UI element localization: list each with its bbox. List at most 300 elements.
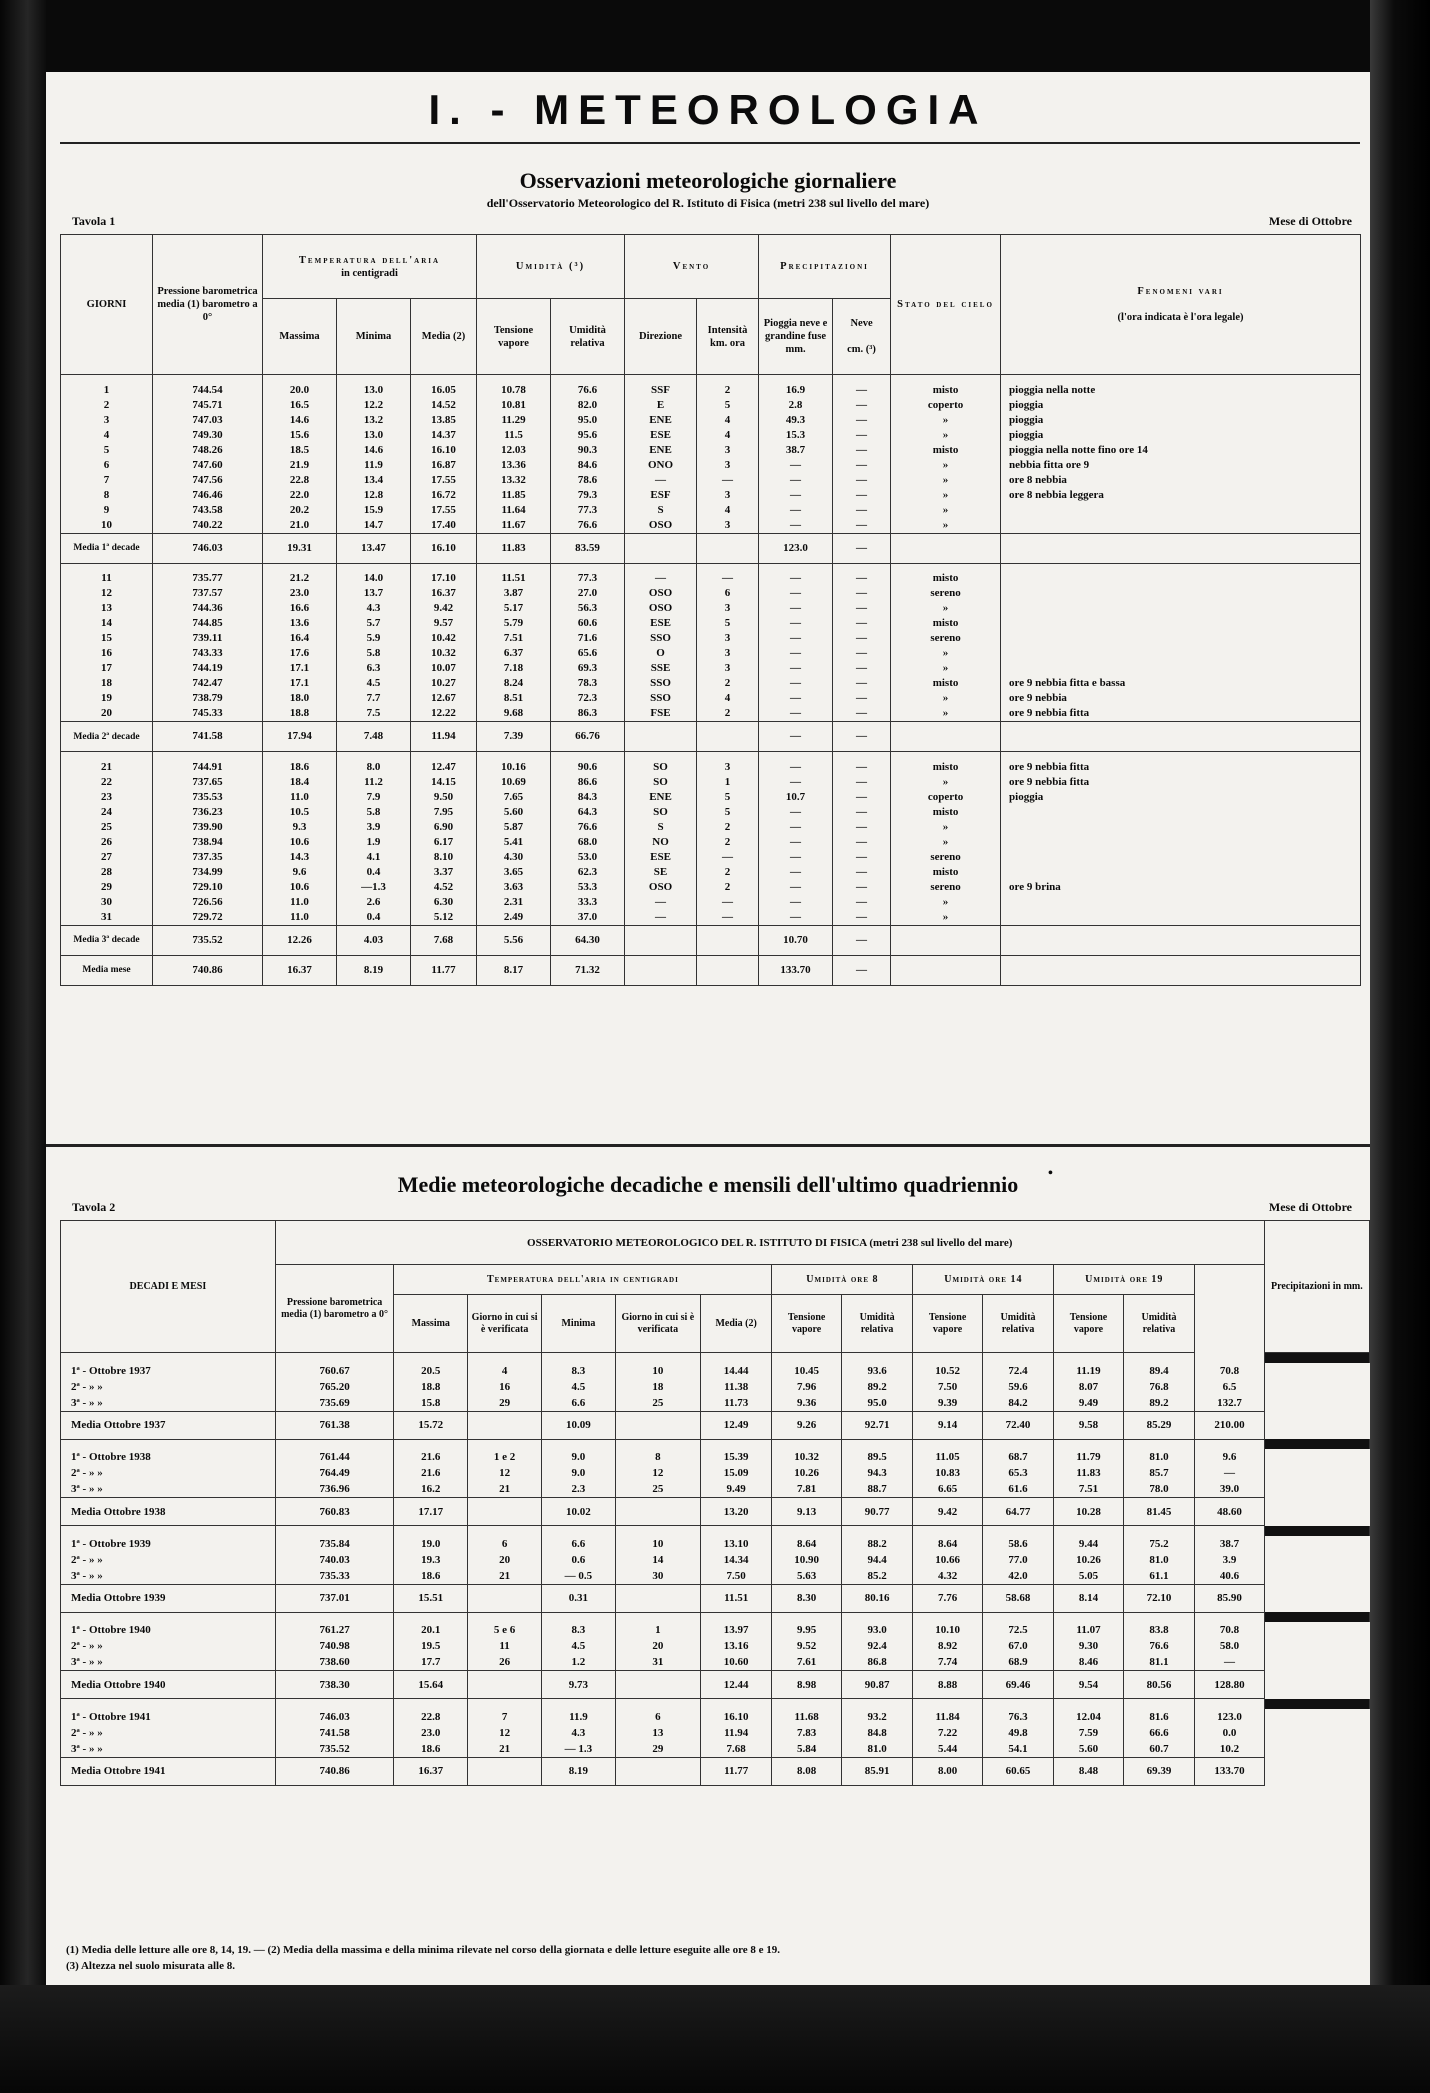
- quadrennial-averages-body: [61, 1353, 1370, 1786]
- day-row-cell: 747.56: [153, 473, 263, 488]
- year-average-row-cell: 8.48: [1054, 1757, 1123, 1785]
- header-precipitazioni: Precipitazioni: [759, 235, 891, 299]
- spacer-cell: [61, 1526, 276, 1536]
- decade-average-row-cell: —: [833, 925, 891, 955]
- decade-row-cell: 20: [468, 1552, 542, 1568]
- decade-row-cell: 740.03: [275, 1552, 394, 1568]
- day-row-cell: 3.65: [477, 865, 551, 880]
- day-row-cell: 23.0: [263, 586, 337, 601]
- spacer-cell: [982, 1699, 1054, 1709]
- day-row: [61, 413, 1361, 428]
- day-row-cell: —: [759, 518, 833, 534]
- day-row-cell: —: [833, 646, 891, 661]
- decade-row-cell: 13.16: [700, 1638, 772, 1654]
- year-average-row-cell: 210.00: [1195, 1411, 1264, 1439]
- day-row-cell: 17.6: [263, 646, 337, 661]
- decade-row-cell: 9.52: [772, 1638, 841, 1654]
- day-row: [61, 691, 1361, 706]
- header-direzione: Direzione: [625, 299, 697, 375]
- header-decadi: DECADI E MESI: [61, 1221, 276, 1353]
- decade-row-cell: 93.2: [841, 1709, 913, 1725]
- day-row-cell: 4: [61, 428, 153, 443]
- day-row: [61, 428, 1361, 443]
- day-row-cell: 2.49: [477, 910, 551, 926]
- day-row-cell: sereno: [891, 850, 1001, 865]
- day-row: [61, 706, 1361, 722]
- day-row-cell: 38.7: [759, 443, 833, 458]
- decade-row-cell: 11.19: [1054, 1363, 1123, 1379]
- day-row-cell: 19: [61, 691, 153, 706]
- header2-minima: Minima: [542, 1295, 616, 1353]
- spacer-cell: [615, 1353, 700, 1363]
- day-row-cell: —: [697, 473, 759, 488]
- decade-row: [61, 1465, 1370, 1481]
- spacer-cell: [337, 375, 411, 383]
- day-row-cell: [1001, 518, 1361, 534]
- year-average-row-cell: Media Ottobre 1939: [61, 1584, 276, 1612]
- year-average-row-cell: [468, 1757, 542, 1785]
- year-average-row-cell: 72.10: [1123, 1584, 1195, 1612]
- day-row-cell: ore 9 nebbia fitta: [1001, 775, 1361, 790]
- decade-row-cell: 0.6: [542, 1552, 616, 1568]
- decade-row-cell: 25: [615, 1395, 700, 1412]
- decade-row-cell: 2ª - » »: [61, 1465, 276, 1481]
- spacer-cell: [625, 752, 697, 760]
- day-row-cell: —: [697, 571, 759, 586]
- spacer-cell: [615, 1612, 700, 1622]
- day-row-cell: »: [891, 428, 1001, 443]
- decade-row-cell: 8.3: [542, 1622, 616, 1638]
- decade-row: [61, 1449, 1370, 1465]
- decade-average-row-cell: [1001, 722, 1361, 752]
- day-row-cell: 14: [61, 616, 153, 631]
- year-average-row-cell: 12.49: [700, 1411, 772, 1439]
- spacer-cell: [841, 1699, 913, 1709]
- day-row-cell: [1001, 571, 1361, 586]
- day-row-cell: —: [759, 910, 833, 926]
- decade-row-cell: 21: [468, 1481, 542, 1498]
- day-row-cell: 9.50: [411, 790, 477, 805]
- day-row-cell: 10.6: [263, 835, 337, 850]
- day-row-cell: 747.60: [153, 458, 263, 473]
- day-row-cell: —: [833, 706, 891, 722]
- spacer-cell: [833, 375, 891, 383]
- day-row-cell: »: [891, 488, 1001, 503]
- day-row-cell: —: [759, 646, 833, 661]
- decade-row-cell: 20: [615, 1638, 700, 1654]
- day-row-cell: 17: [61, 661, 153, 676]
- decade-row-cell: —: [1195, 1465, 1264, 1481]
- day-row-cell: ENE: [625, 790, 697, 805]
- day-row-cell: 2.31: [477, 895, 551, 910]
- table2-caption: Medie meteorologiche decadiche e mensili dell'ultimo quadriennio: [397, 1172, 1019, 1197]
- day-row-cell: 3: [697, 443, 759, 458]
- day-row-cell: »: [891, 661, 1001, 676]
- decade-row-cell: 7.83: [772, 1725, 841, 1741]
- decade-row-cell: 11: [468, 1638, 542, 1654]
- spacer-cell: [833, 752, 891, 760]
- header-fenomeni-label: Fenomeni vari: [1137, 286, 1224, 297]
- day-row-cell: 20: [61, 706, 153, 722]
- day-row-cell: 86.6: [551, 775, 625, 790]
- decade-row-cell: 10.32: [772, 1449, 841, 1465]
- day-row-cell: —: [625, 571, 697, 586]
- day-row-cell: »: [891, 473, 1001, 488]
- decade-row-cell: 8.46: [1054, 1654, 1123, 1671]
- year-average-row-cell: [468, 1411, 542, 1439]
- year-average-row-cell: 133.70: [1195, 1757, 1264, 1785]
- day-row-cell: 82.0: [551, 398, 625, 413]
- decade-row-cell: 3ª - » »: [61, 1481, 276, 1498]
- day-row: [61, 518, 1361, 534]
- decade-row-cell: 741.58: [275, 1725, 394, 1741]
- decade-row-cell: 2.3: [542, 1481, 616, 1498]
- decade-row-cell: 75.2: [1123, 1536, 1195, 1552]
- decade-row-cell: 735.33: [275, 1568, 394, 1585]
- month-average-row-cell: 16.37: [263, 955, 337, 985]
- decade-average-row-cell: 735.52: [153, 925, 263, 955]
- year-average-row-cell: 9.58: [1054, 1411, 1123, 1439]
- decade-row-cell: 10.90: [772, 1552, 841, 1568]
- day-row-cell: 0.4: [337, 910, 411, 926]
- day-row-cell: [1001, 631, 1361, 646]
- day-row-cell: 49.3: [759, 413, 833, 428]
- decade-average-row-cell: 16.10: [411, 533, 477, 563]
- decade-row-cell: 11.68: [772, 1709, 841, 1725]
- day-row-cell: 77.3: [551, 571, 625, 586]
- day-row-cell: —: [625, 473, 697, 488]
- day-row-cell: 7.51: [477, 631, 551, 646]
- decade-average-row-cell: 11.94: [411, 722, 477, 752]
- day-row-cell: 2: [697, 835, 759, 850]
- day-row-cell: —: [759, 571, 833, 586]
- decade-row-cell: 60.7: [1123, 1741, 1195, 1758]
- decade-row-cell: 3ª - » »: [61, 1568, 276, 1585]
- day-row-cell: 13.4: [337, 473, 411, 488]
- day-row-cell: 7.7: [337, 691, 411, 706]
- day-row-cell: 739.90: [153, 820, 263, 835]
- decade-row-cell: 81.0: [1123, 1552, 1195, 1568]
- decade-row-cell: 10.10: [913, 1622, 982, 1638]
- spacer-cell: [982, 1526, 1054, 1536]
- spacer-cell: [153, 752, 263, 760]
- day-row-cell: 10.32: [411, 646, 477, 661]
- day-row-cell: 4: [697, 428, 759, 443]
- spacer-cell: [1195, 1439, 1264, 1449]
- day-row-cell: 53.3: [551, 880, 625, 895]
- decade-row-cell: 10.83: [913, 1465, 982, 1481]
- decade-row-cell: — 1.3: [542, 1741, 616, 1758]
- day-row-cell: —: [833, 398, 891, 413]
- year-average-row-cell: [615, 1498, 700, 1526]
- spacer-cell: [275, 1439, 394, 1449]
- day-row-cell: 17.55: [411, 473, 477, 488]
- header-neve-unit: cm. (³): [847, 344, 876, 355]
- day-row: [61, 383, 1361, 398]
- day-row-cell: —: [833, 805, 891, 820]
- decade-row-cell: 10: [615, 1363, 700, 1379]
- year-average-row-cell: 9.26: [772, 1411, 841, 1439]
- decade-row-cell: 77.0: [982, 1552, 1054, 1568]
- day-row-cell: 10.6: [263, 880, 337, 895]
- decade-row-cell: 4.5: [542, 1638, 616, 1654]
- day-row-cell: O: [625, 646, 697, 661]
- document-page: [46, 72, 1370, 1985]
- day-row-cell: »: [891, 820, 1001, 835]
- decade-average-row-cell: [1001, 925, 1361, 955]
- decade-row-cell: 11.83: [1054, 1465, 1123, 1481]
- decade-row-cell: 740.98: [275, 1638, 394, 1654]
- day-row-cell: —: [759, 835, 833, 850]
- year-average-row-cell: Media Ottobre 1941: [61, 1757, 276, 1785]
- day-row-cell: 71.6: [551, 631, 625, 646]
- decade-row-cell: 4.3: [542, 1725, 616, 1741]
- decade-row-cell: 16: [468, 1379, 542, 1395]
- decade-row-cell: 95.0: [841, 1395, 913, 1412]
- day-row-cell: —: [833, 775, 891, 790]
- header-fenomeni: [1001, 235, 1361, 375]
- spacer-cell: [913, 1612, 982, 1622]
- decade-average-row-cell: 7.39: [477, 722, 551, 752]
- day-row-cell: coperto: [891, 790, 1001, 805]
- decade-average-row-cell: Media 2ª decade: [61, 722, 153, 752]
- day-row-cell: 16.6: [263, 601, 337, 616]
- day-row-cell: SO: [625, 760, 697, 775]
- day-row-cell: [1001, 850, 1361, 865]
- day-row-cell: 90.3: [551, 443, 625, 458]
- spacer-cell: [411, 563, 477, 571]
- decade-row-cell: 9.6: [1195, 1449, 1264, 1465]
- spacer-cell: [263, 563, 337, 571]
- day-row-cell: 9.42: [411, 601, 477, 616]
- spacer-cell: [772, 1612, 841, 1622]
- day-row-cell: 737.57: [153, 586, 263, 601]
- day-row: [61, 473, 1361, 488]
- day-row-cell: ore 9 nebbia: [1001, 691, 1361, 706]
- day-row-cell: OSO: [625, 586, 697, 601]
- spacer-cell: [542, 1612, 616, 1622]
- year-average-row-cell: 10.09: [542, 1411, 616, 1439]
- day-row-cell: »: [891, 518, 1001, 534]
- day-row-cell: —: [833, 616, 891, 631]
- day-row-cell: 6.90: [411, 820, 477, 835]
- decade-average-row-cell: 83.59: [551, 533, 625, 563]
- decade-average-row-cell: [891, 925, 1001, 955]
- day-row-cell: 6: [697, 586, 759, 601]
- decade-row-cell: 735.69: [275, 1395, 394, 1412]
- decade-average-row-cell: 746.03: [153, 533, 263, 563]
- day-row-cell: 12.8: [337, 488, 411, 503]
- decade-row-cell: 9.0: [542, 1449, 616, 1465]
- decade-row-cell: 8.64: [913, 1536, 982, 1552]
- day-row-cell: 33.3: [551, 895, 625, 910]
- decade-row-cell: 29: [615, 1741, 700, 1758]
- day-row-cell: [1001, 601, 1361, 616]
- decade-row-cell: 18.6: [394, 1568, 468, 1585]
- day-row-cell: 27.0: [551, 586, 625, 601]
- day-row-cell: 16.5: [263, 398, 337, 413]
- day-row-cell: 8.10: [411, 850, 477, 865]
- year-average-row-cell: 738.30: [275, 1671, 394, 1699]
- decade-row-cell: 25: [615, 1481, 700, 1498]
- day-row-cell: 76.6: [551, 518, 625, 534]
- decade-average-row-cell: —: [759, 722, 833, 752]
- header-neve-label: Neve: [850, 318, 873, 329]
- decade-average-row-cell: 4.03: [337, 925, 411, 955]
- day-row-cell: »: [891, 706, 1001, 722]
- spacer-cell: [61, 752, 153, 760]
- decade-average-row-cell: [625, 722, 697, 752]
- spacer-cell: [411, 375, 477, 383]
- spacer-cell: [772, 1526, 841, 1536]
- year-average-row-cell: 64.77: [982, 1498, 1054, 1526]
- spacer-cell: [700, 1699, 772, 1709]
- decade-row-cell: 12: [615, 1465, 700, 1481]
- header2-um14: Umidità ore 14: [913, 1265, 1054, 1295]
- decade-row-cell: 9.0: [542, 1465, 616, 1481]
- day-row-cell: ore 9 brina: [1001, 880, 1361, 895]
- day-row-cell: ore 9 nebbia fitta: [1001, 706, 1361, 722]
- spacer-cell: [913, 1439, 982, 1449]
- decade-row-cell: 1ª - Ottobre 1940: [61, 1622, 276, 1638]
- year-average-row-cell: 9.14: [913, 1411, 982, 1439]
- decade-average-row-cell: [697, 722, 759, 752]
- decade-row: [61, 1622, 1370, 1638]
- spacer-cell: [833, 563, 891, 571]
- decade-row-cell: 20.1: [394, 1622, 468, 1638]
- day-row-cell: 9.6: [263, 865, 337, 880]
- spacer-cell: [542, 1439, 616, 1449]
- decade-average-row-cell: [625, 533, 697, 563]
- decade-row-cell: 40.6: [1195, 1568, 1264, 1585]
- day-row-cell: 3.37: [411, 865, 477, 880]
- year-average-row-cell: 90.77: [841, 1498, 913, 1526]
- day-row-cell: 11.5: [477, 428, 551, 443]
- spacer-cell: [468, 1699, 542, 1709]
- day-row-cell: »: [891, 646, 1001, 661]
- day-row-cell: 11.0: [263, 790, 337, 805]
- decade-row-cell: 61.1: [1123, 1568, 1195, 1585]
- decade-row-cell: 5.44: [913, 1741, 982, 1758]
- header-osservatorio: OSSERVATORIO METEOROLOGICO DEL R. ISTITUTO DI FISICA (metri 238 sul livello del mare): [275, 1221, 1264, 1265]
- day-row-cell: 10.07: [411, 661, 477, 676]
- year-average-row-cell: 8.19: [542, 1757, 616, 1785]
- year-average-row-cell: 7.76: [913, 1584, 982, 1612]
- spacer-cell: [61, 1353, 276, 1363]
- day-row-cell: —: [833, 443, 891, 458]
- day-row-cell: 2: [61, 398, 153, 413]
- header-massima: Massima: [263, 299, 337, 375]
- table1-label: Tavola 1: [72, 214, 116, 228]
- day-row-cell: misto: [891, 383, 1001, 398]
- day-row-cell: SSO: [625, 676, 697, 691]
- day-row-cell: 62.3: [551, 865, 625, 880]
- day-row-cell: 78.6: [551, 473, 625, 488]
- day-row-cell: SSO: [625, 631, 697, 646]
- day-row-cell: —: [759, 820, 833, 835]
- day-row: [61, 503, 1361, 518]
- decade-row-cell: 12: [468, 1465, 542, 1481]
- day-row: [61, 443, 1361, 458]
- day-row-cell: 60.6: [551, 616, 625, 631]
- day-row-cell: —: [759, 850, 833, 865]
- year-average-row: [61, 1498, 1370, 1526]
- header2-tensione-14: Tensione vapore: [913, 1295, 982, 1353]
- decade-average-row-cell: 13.47: [337, 533, 411, 563]
- decade-row-cell: 9.44: [1054, 1536, 1123, 1552]
- spacer-cell: [61, 1439, 276, 1449]
- day-row-cell: 3: [697, 760, 759, 775]
- spacer-cell: [913, 1699, 982, 1709]
- year-average-row-cell: 9.13: [772, 1498, 841, 1526]
- day-row-cell: 4.52: [411, 880, 477, 895]
- decade-row-cell: 760.67: [275, 1363, 394, 1379]
- spacer-cell: [891, 752, 1001, 760]
- year-average-row-cell: 11.51: [700, 1584, 772, 1612]
- decade-row-cell: 10.45: [772, 1363, 841, 1379]
- decade-average-row-cell: 11.83: [477, 533, 551, 563]
- decade-row-cell: 89.4: [1123, 1363, 1195, 1379]
- decade-row-cell: 89.5: [841, 1449, 913, 1465]
- day-row-cell: 749.30: [153, 428, 263, 443]
- day-row-cell: —: [759, 691, 833, 706]
- day-row-cell: [1001, 805, 1361, 820]
- day-row-cell: 4.30: [477, 850, 551, 865]
- spacer-cell: [542, 1526, 616, 1536]
- day-row-cell: —: [759, 706, 833, 722]
- spacer-cell: [1054, 1353, 1123, 1363]
- spacer-cell: [1054, 1699, 1123, 1709]
- day-row-cell: 745.71: [153, 398, 263, 413]
- day-row-cell: 2: [697, 706, 759, 722]
- day-row: [61, 775, 1361, 790]
- day-row-cell: 9.68: [477, 706, 551, 722]
- decade-row-cell: 93.6: [841, 1363, 913, 1379]
- day-row-cell: 68.0: [551, 835, 625, 850]
- year-average-row-cell: 48.60: [1195, 1498, 1264, 1526]
- year-average-row-cell: 85.90: [1195, 1584, 1264, 1612]
- decade-average-row-cell: Media 3ª decade: [61, 925, 153, 955]
- day-row-cell: 79.3: [551, 488, 625, 503]
- day-row-cell: sereno: [891, 586, 1001, 601]
- decade-row-cell: 21.6: [394, 1449, 468, 1465]
- day-row: [61, 458, 1361, 473]
- header2-tensione-8: Tensione vapore: [772, 1295, 841, 1353]
- year-average-row: [61, 1671, 1370, 1699]
- day-row-cell: 20.2: [263, 503, 337, 518]
- day-row-cell: 17.55: [411, 503, 477, 518]
- decade-row-cell: 86.8: [841, 1654, 913, 1671]
- year-average-row-cell: 15.72: [394, 1411, 468, 1439]
- decade-row-cell: 94.3: [841, 1465, 913, 1481]
- decade-row: [61, 1363, 1370, 1379]
- year-average-row-cell: 81.45: [1123, 1498, 1195, 1526]
- decade-row-cell: 92.4: [841, 1638, 913, 1654]
- decade-row-cell: 7: [468, 1709, 542, 1725]
- spacer-row: [61, 1699, 1370, 1709]
- day-row: [61, 601, 1361, 616]
- decade-row: [61, 1379, 1370, 1395]
- year-average-row-cell: 737.01: [275, 1584, 394, 1612]
- day-row-cell: —: [833, 586, 891, 601]
- day-row-cell: 744.54: [153, 383, 263, 398]
- decade-row-cell: 10.26: [1054, 1552, 1123, 1568]
- day-row-cell: 15.3: [759, 428, 833, 443]
- spacer-cell: [551, 563, 625, 571]
- spacer-cell: [468, 1526, 542, 1536]
- day-row-cell: 10: [61, 518, 153, 534]
- decade-row-cell: 7.51: [1054, 1481, 1123, 1498]
